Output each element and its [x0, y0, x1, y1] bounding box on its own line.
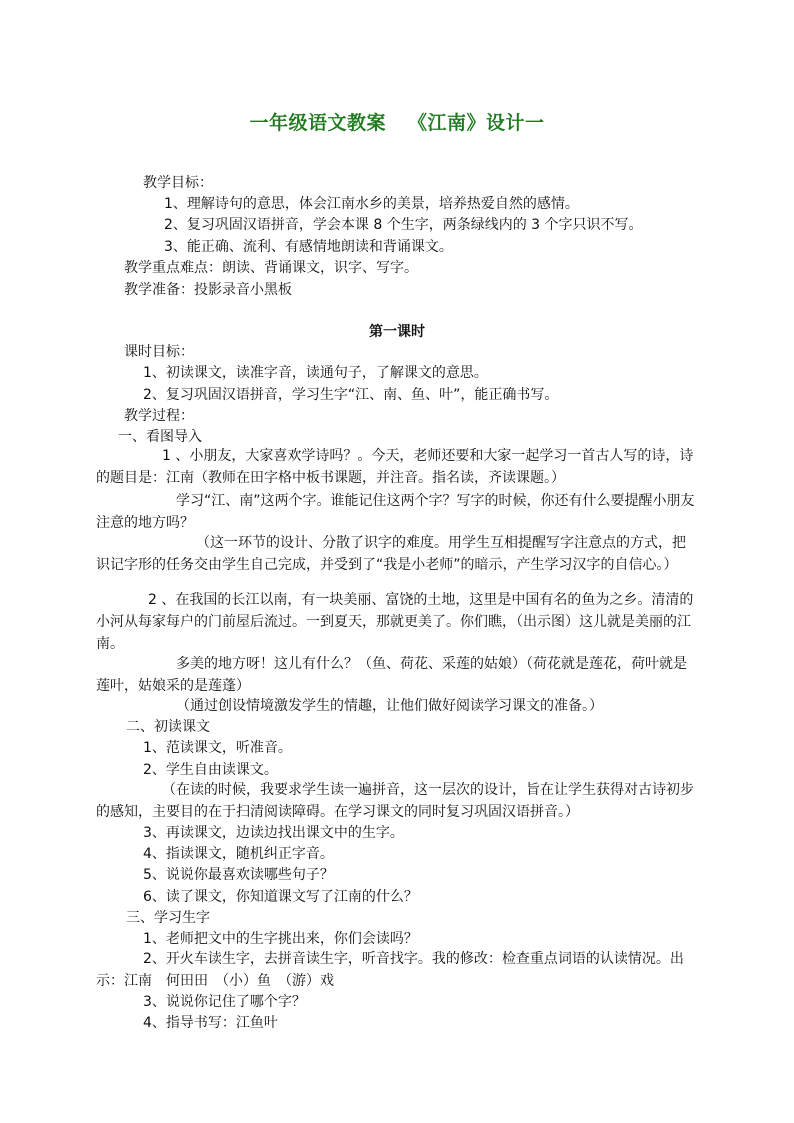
section-3-item-3: 3、说说你记住了哪个字？ — [143, 994, 306, 1010]
section-2-paragraph: （在读的时候，我要求学生读一遍拼音，这一层次的设计，旨在让学生获得对古诗初步的感知，主要目的在于扫清阅读障碍。在学习课文的同时复习巩固汉语拼音。） — [96, 782, 694, 820]
teaching-goal-1: 1、理解诗句的意思，体会江南水乡的美景，培养热爱自然的感情。 — [164, 196, 579, 212]
lesson-goal-2: 2、复习巩固汉语拼音，学习生字“江、南、鱼、叶”，能正确书写。 — [143, 387, 559, 403]
teaching-goal-2: 2、复习巩固汉语拼音，学会本课 8 个生字，两条绿线内的 3 个字只识不写。 — [164, 217, 643, 233]
section-1-paragraph-5: 多美的地方呀！这儿有什么？（鱼、荷花、采莲的姑娘）（荷花就是莲花，荷叶就是莲叶，姑娘采的是莲蓬） — [96, 656, 687, 694]
section-3-item-4: 4、指导书写：江鱼叶 — [143, 1015, 278, 1031]
section-3-item-1: 1、老师把文中的生字挑出来，你们会读吗？ — [143, 931, 418, 947]
section-2-item-6: 6、读了课文，你知道课文写了江南的什么？ — [143, 889, 418, 905]
section-2-item-5: 5、说说你最喜欢读哪些句子？ — [143, 867, 334, 883]
teaching-goals-label: 教学目标： — [143, 175, 213, 191]
section-2-item-3: 3、再读课文，边读边找出课文中的生字。 — [143, 825, 404, 841]
section-2-item-4: 4、指读课文，随机纠正字音。 — [143, 846, 334, 862]
teaching-goal-3: 3、能正确、流利、有感情地朗读和背诵课文。 — [164, 239, 453, 255]
lesson-goals-label: 课时目标： — [124, 344, 194, 360]
section-1-paragraph-1: 1 、小朋友，大家喜欢学诗吗？。今天，老师还要和大家一起学习一首古人写的诗，诗的题目是：江南（教师在田字格中板书课题，并注音。指名读，齐读课题。） — [96, 448, 694, 486]
section-3-paragraph: 2、开火车读生字，去拼音读生字，听音找字。我的修改：检查重点词语的认读情况。出示：江南 何田田 （小）鱼 （游）戏 — [96, 951, 684, 989]
section-1-paragraph-3: （这一环节的设计、分散了识字的难度。用学生互相提醒写字注意点的方式，把识记字形的任务交由学生自己完成，并受到了“我是小老师”的暗示，产生学习汉字的自信心。） — [96, 535, 686, 573]
section-1-paragraph-6: （通过创设情境激发学生的情趣，让他们做好阅读学习课文的准备。） — [176, 698, 603, 714]
section-2-item-2: 2、学生自由读课文。 — [143, 762, 278, 778]
teaching-prep: 教学准备：投影录音小黑板 — [124, 282, 292, 298]
section-3-title: 三、学习生字 — [126, 910, 210, 926]
key-points: 教学重点难点：朗读、背诵课文，识字、写字。 — [124, 260, 418, 276]
lesson-goal-1: 1、初读课文，读准字音，读通句子，了解课文的意思。 — [143, 365, 488, 381]
process-label: 教学过程： — [124, 408, 194, 424]
section-2-title: 二、初读课文 — [126, 719, 210, 735]
section-1-paragraph-4: 2 、在我国的长江以南，有一块美丽、富饶的土地，这里是中国有名的鱼为之乡。清清的小河从每家每户的门前屋后流过。一到夏天，那就更美了。你们瞧，（出示图）这儿就是美丽的江南。 — [96, 592, 694, 652]
title-grade-subject: 一年级语文教案 — [249, 112, 386, 134]
title-lesson-name: 《江南》设计一 — [408, 112, 545, 134]
page-title — [0, 108, 794, 135]
section-2-item-1: 1、范读课文，听准音。 — [143, 740, 292, 756]
section-1-title: 一、看图导入 — [118, 429, 202, 445]
lesson-heading: 第一课时 — [369, 324, 425, 340]
section-1-paragraph-2: 学习“江、南”这两个字。谁能记住这两个字？写字的时候，你还有什么要提醒小朋友注意的地方吗？ — [96, 493, 695, 531]
